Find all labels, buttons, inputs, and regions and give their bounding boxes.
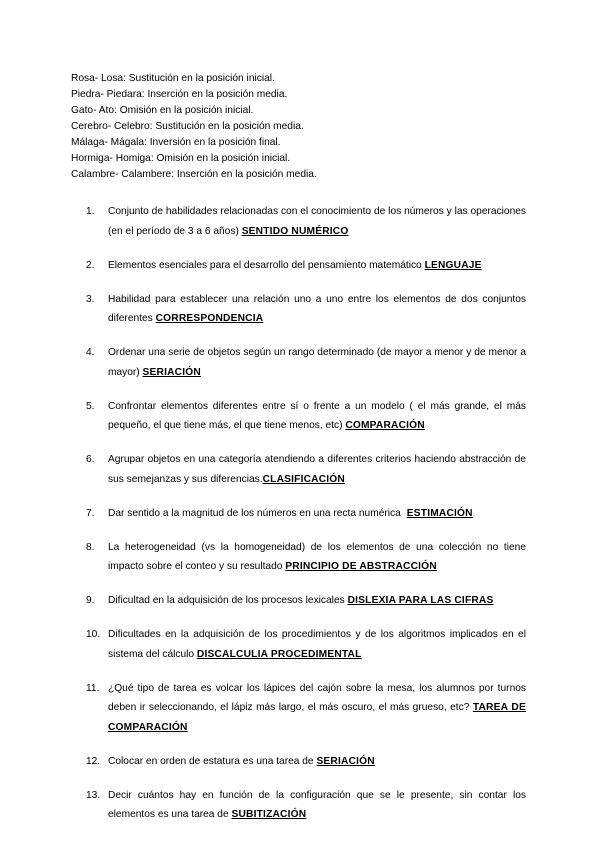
question-body	[108, 256, 526, 276]
question-answer: COMPARACIÓN	[345, 420, 425, 431]
question-body	[108, 504, 526, 524]
question-number: 12.	[86, 755, 101, 767]
question-answer: TAREA DE COMPARACIÓN	[108, 702, 526, 733]
question-body	[108, 202, 526, 241]
question-item	[0, 752, 600, 772]
question-body	[108, 679, 526, 738]
question-item	[0, 786, 600, 825]
example-line: Hormiga- Homiga: Omisión en la posición inicial.	[71, 153, 291, 164]
question-answer: CORRESPONDENCIA	[155, 313, 264, 324]
question-body	[108, 343, 526, 382]
question-number: 1.	[86, 206, 95, 217]
question-body	[108, 625, 526, 664]
question-number: 9.	[86, 595, 95, 606]
question-number: 10.	[86, 629, 101, 640]
example-line: Calambre- Calambere: Inserción en la posición media.	[71, 169, 317, 180]
question-answer: LENGUAJE	[424, 259, 482, 271]
question-number: 13.	[86, 789, 101, 801]
question-body	[108, 752, 526, 772]
question-answer: SERIACIÓN	[142, 366, 201, 378]
example-line: Piedra- Piedara: Inserción en la posición media.	[71, 89, 288, 100]
question-text: La heterogeneidad (vs la homogeneidad) de los elementos de una colección no tiene impacto sobre el conteo y su resultado	[108, 541, 526, 572]
question-body	[108, 397, 526, 436]
example-line: Cerebro- Celebro: Sustitución en la posición media.	[71, 121, 304, 132]
example-line: Rosa- Losa: Sustitución en la posición inicial.	[71, 73, 275, 84]
question-text: Colocar en orden de estatura es una tarea de	[108, 755, 314, 767]
question-answer: ESTIMACIÓN	[406, 507, 473, 519]
example-line: Gato- Ato: Omisión en la posición inicial.	[71, 105, 254, 116]
question-body	[108, 290, 526, 329]
question-answer: DISCALCULIA PROCEDIMENTAL	[196, 648, 362, 660]
questions-list	[0, 202, 600, 839]
question-answer: SENTIDO NUMÉRICO	[241, 225, 349, 237]
question-text: Confrontar elementos diferentes entre sí o frente a un modelo ( el más grande, el más pequeño, el que tiene más, el que tiene menos, etc)	[108, 400, 526, 431]
question-text: Habilidad para establecer una relación uno a uno entre los elementos de dos conjuntos diferentes	[108, 293, 526, 324]
question-body	[108, 450, 526, 489]
question-item	[0, 397, 600, 436]
question-answer: CLASIFICACIÓN	[262, 473, 345, 485]
question-number: 8.	[86, 541, 95, 553]
question-body	[108, 786, 526, 825]
question-number: 6.	[86, 454, 95, 465]
question-text: Elementos esenciales para el desarrollo del pensamiento matemático	[108, 259, 422, 271]
question-number: 3.	[86, 293, 95, 305]
question-item	[0, 591, 600, 611]
question-number: 2.	[86, 259, 95, 271]
question-body	[108, 538, 526, 577]
question-item	[0, 290, 600, 329]
question-text: Dificultad en la adquisición de los procesos lexicales	[108, 595, 345, 606]
question-answer: DISLEXIA PARA LAS CIFRAS	[347, 595, 494, 606]
question-text: Dificultades en la adquisición de los procedimientos y de los algoritmos implicados en el sistema del cálculo	[108, 629, 526, 660]
question-item	[0, 538, 600, 577]
question-item	[0, 504, 600, 524]
question-text: Dar sentido a la magnitud de los números en una recta numérica	[108, 507, 401, 519]
question-item	[0, 679, 600, 738]
question-text: Decir cuántos hay en función de la configuración que se le presente, sin contar los elementos es una tarea de	[108, 789, 526, 820]
question-item	[0, 450, 600, 489]
question-body	[108, 591, 526, 611]
question-item	[0, 625, 600, 664]
question-answer: SERIACIÓN	[316, 755, 375, 767]
question-answer: SUBITIZACIÓN	[231, 809, 307, 820]
question-text: ¿Qué tipo de tarea es volcar los lápices del cajón sobre la mesa, los alumnos por turnos deben ir seleccionando, el lápiz más largo, el más oscuro, el más grueso, etc?	[108, 682, 526, 713]
question-number: 4.	[86, 347, 95, 358]
question-item	[0, 256, 600, 276]
question-number: 7.	[86, 507, 95, 519]
question-text: Agrupar objetos en una categoría atendiendo a diferentes criterios haciendo abstracción de sus semejanzas y sus diferencias.	[108, 454, 526, 485]
question-text: Ordenar una serie de objetos según un rango determinado (de mayor a menor y de menor a mayor)	[108, 347, 526, 378]
question-answer: PRINCIPIO DE ABSTRACCIÓN	[285, 561, 437, 572]
question-text: Conjunto de habilidades relacionadas con el conocimiento de los números y las operaciones (en el período de 3 a 6 años)	[108, 206, 526, 237]
question-number: 11.	[86, 682, 100, 694]
example-line: Málaga- Mágala: Inversión en la posición final.	[71, 137, 281, 148]
error-examples-list	[71, 71, 551, 183]
question-number: 5.	[86, 400, 95, 412]
question-item	[0, 343, 600, 382]
question-item	[0, 202, 600, 241]
